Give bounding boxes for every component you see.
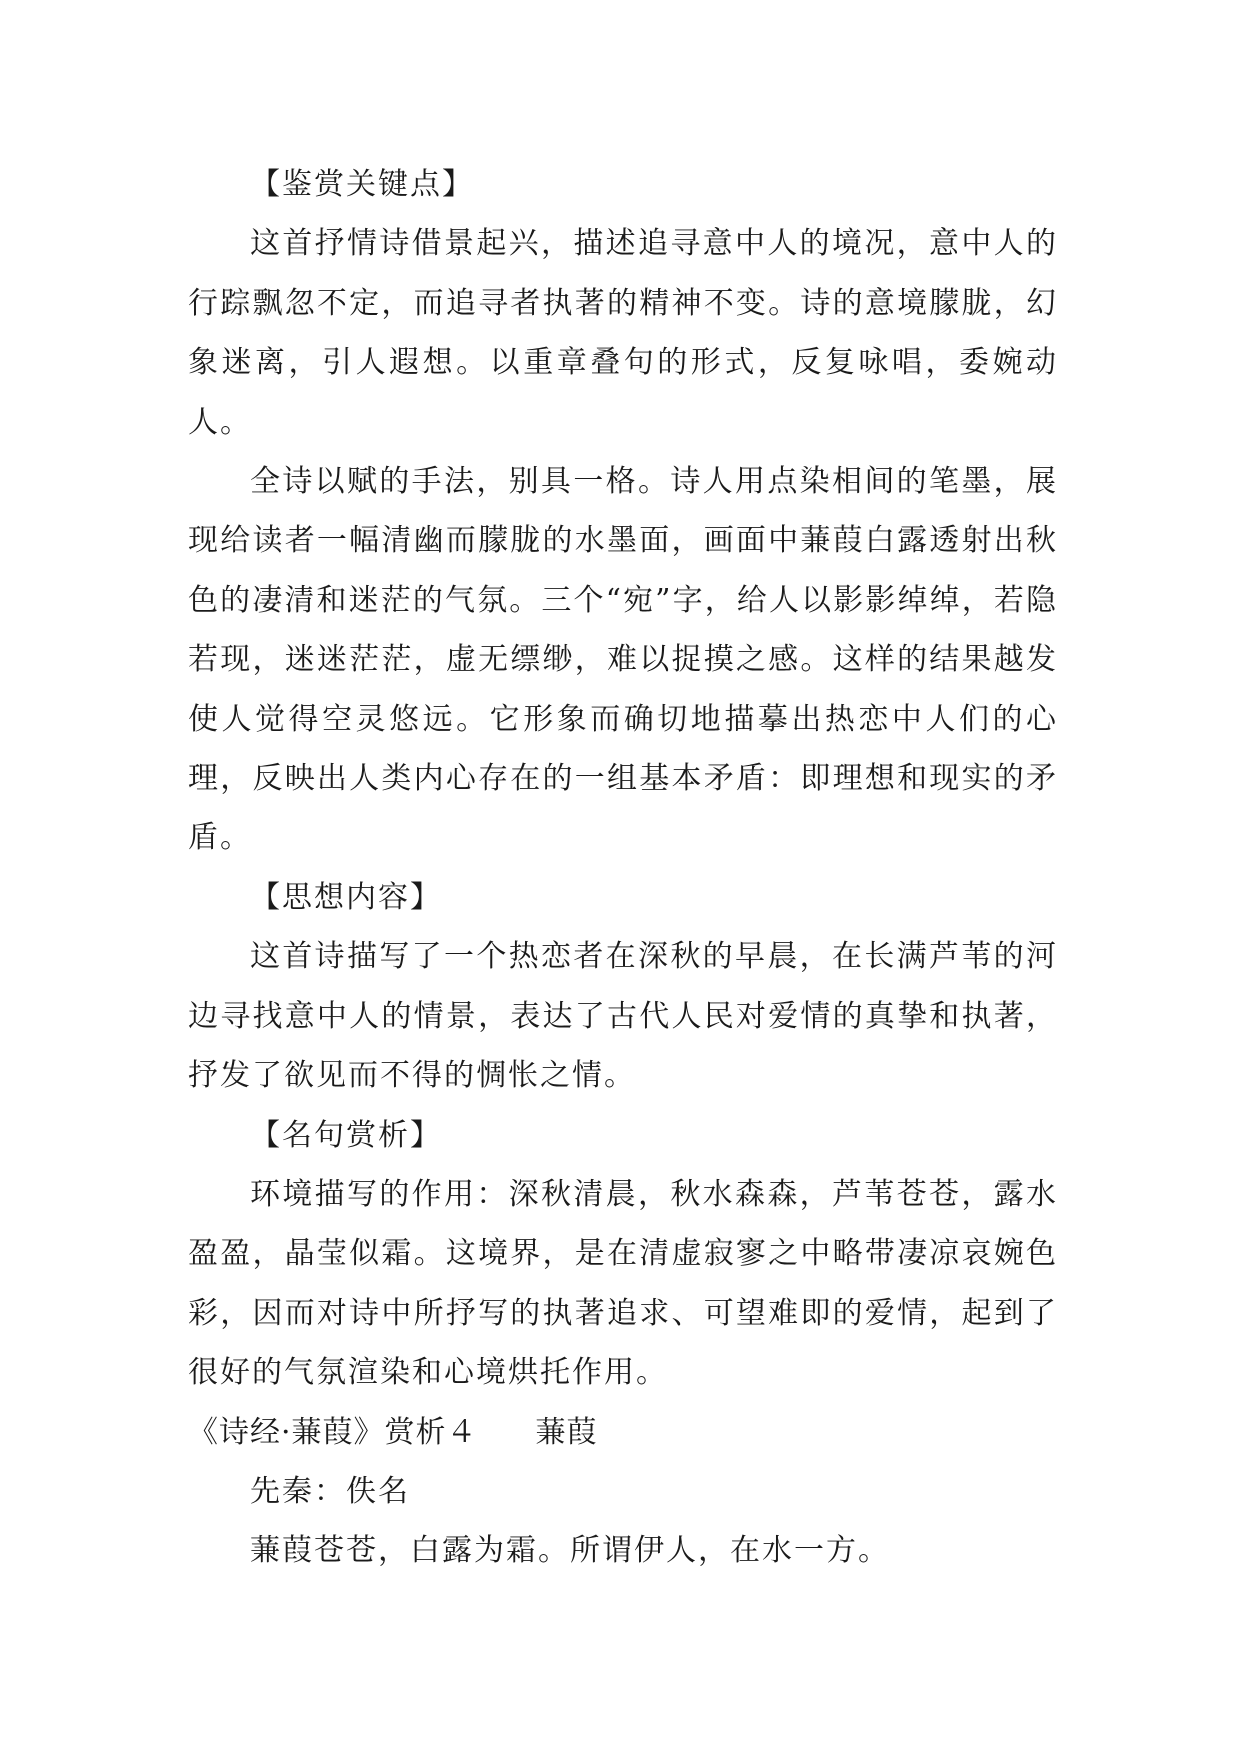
paragraph-famous-lines-1: 环境描写的作用：深秋清晨，秋水森森，芦苇苍苍，露水盈盈，晶莹似霜。这境界，是在清虚寂寥之中略带凄凉哀婉色彩，因而对诗中所抒写的执著追求、可望难即的爱情，起到了很好的气氛渲染和心境烘托作用。 — [188, 1176, 1058, 1391]
article-title: 《诗经·蒹葭》赏析４ — [188, 1414, 478, 1450]
paragraph-appreciation-2: 全诗以赋的手法，别具一格。诗人用点染相间的笔墨，展现给读者一幅清幽而朦胧的水墨面，画面中蒹葭白露透射出秋色的凄清和迷茫的气氛。三个“宛”字，给人以影影绰绰，若隐若现，迷迷茫茫，虚无缥缈，难以捉摸之感。这样的结果越发使人觉得空灵悠远。它形象而确切地描摹出热恋中人们的心理，反映出人类内心存在的一组基本矛盾：即理想和现实的矛盾。 — [188, 464, 1058, 856]
poem-author: 先秦：佚名 — [250, 1473, 410, 1509]
article-title-line — [188, 1403, 1058, 1462]
paragraph-appreciation-1: 这首抒情诗借景起兴，描述追寻意中人的境况，意中人的行踪飘忽不定，而追寻者执著的精神不变。诗的意境朦胧，幻象迷离，引人遐想。以重章叠句的形式，反复咏唱，委婉动人。 — [188, 226, 1058, 440]
section-heading-theme: 【思想内容】 — [250, 879, 442, 915]
poem-verse-line: 蒹葭苍苍，白露为霜。所谓伊人，在水一方。 — [250, 1533, 890, 1569]
poem-title: 蒹葭 — [535, 1414, 598, 1450]
section-heading-appreciation: 【鉴赏关键点】 — [250, 167, 474, 202]
section-heading-famous-lines: 【名句赏析】 — [250, 1117, 442, 1153]
document-body — [188, 155, 1058, 1581]
paragraph-theme-1: 这首诗描写了一个热恋者在深秋的早晨，在长满芦苇的河边寻找意中人的情景，表达了古代人民对爱情的真挚和执著，抒发了欲见而不得的惆怅之情。 — [188, 939, 1058, 1094]
